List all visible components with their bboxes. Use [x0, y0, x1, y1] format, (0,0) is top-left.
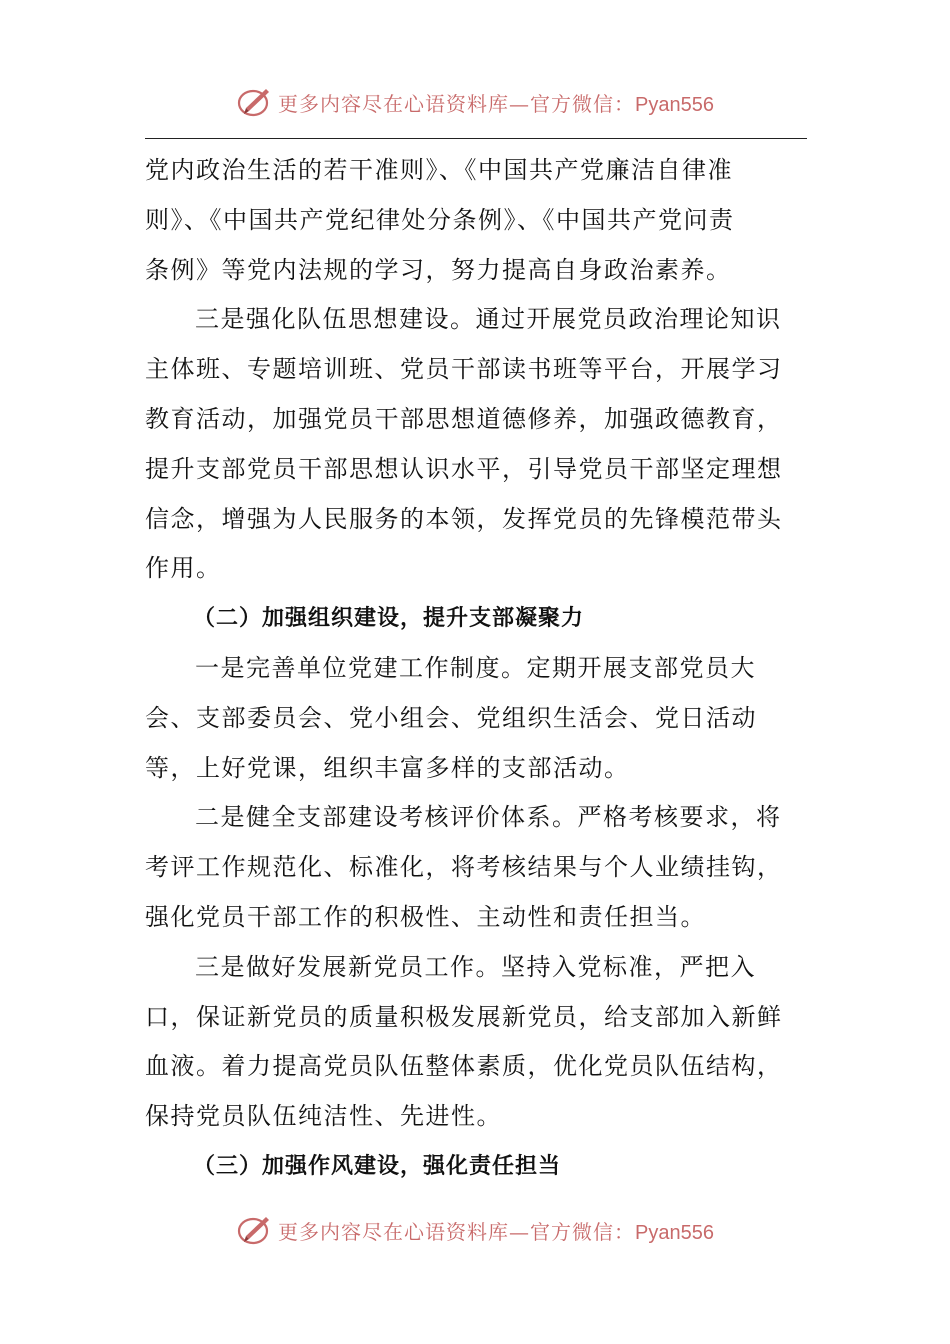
- pen-logo-icon: [236, 84, 274, 120]
- paragraph: 三是强化队伍思想建设。通过开展党员政治理论知识 主体班、专题培训班、党员干部读书班等平台，开展学习 教育活动，加强党员干部思想道德修养，加强政德教育， 提升支部党员干部思想认识水平，引导党员干部坚定理想 信念，增强为人民服务的本领，发挥党员的先锋模范带头 作用。: [145, 305, 783, 583]
- paragraph: 一是完善单位党建工作制度。定期开展支部党员大 会、支部委员会、党小组会、党组织生活会、党日活动 等，上好党课，组织丰富多样的支部活动。: [145, 653, 757, 782]
- watermark-wechat-id: Pyan556: [635, 93, 714, 116]
- paragraph: 二是健全支部建设考核评价体系。严格考核要求，将 考评工作规范化、标准化，将考核结果与个人业绩挂钩， 强化党员干部工作的积极性、主动性和责任担当。: [145, 803, 783, 931]
- section-heading: （三）加强作风建设，强化责任担当: [193, 1153, 562, 1179]
- document-body: [145, 146, 807, 1192]
- watermark-text: 更多内容尽在心语资料库—官方微信：: [278, 1219, 636, 1244]
- watermark-text: 更多内容尽在心语资料库—官方微信：: [278, 91, 636, 116]
- header-watermark: [0, 82, 950, 122]
- paragraph: 三是做好发展新党员工作。坚持入党标准，严把入 口，保证新党员的质量积极发展新党员，给支部加入新鲜 血液。着力提高党员队伍整体素质，优化党员队伍结构， 保持党员队伍纯洁性、先进性。: [145, 952, 783, 1131]
- header-rule: [145, 138, 807, 139]
- pen-logo-icon: [236, 1212, 274, 1248]
- paragraph: 党内政治生活的若干准则》、《中国共产党廉洁自律准 则》、《中国共产党纪律处分条例》、《中国共产党问责 条例》等党内法规的学习，努力提高自身政治素养。: [145, 156, 735, 284]
- section-heading: （二）加强组织建设，提升支部凝聚力: [193, 606, 585, 632]
- watermark-wechat-id: Pyan556: [635, 1221, 714, 1244]
- footer-watermark: [0, 1210, 950, 1250]
